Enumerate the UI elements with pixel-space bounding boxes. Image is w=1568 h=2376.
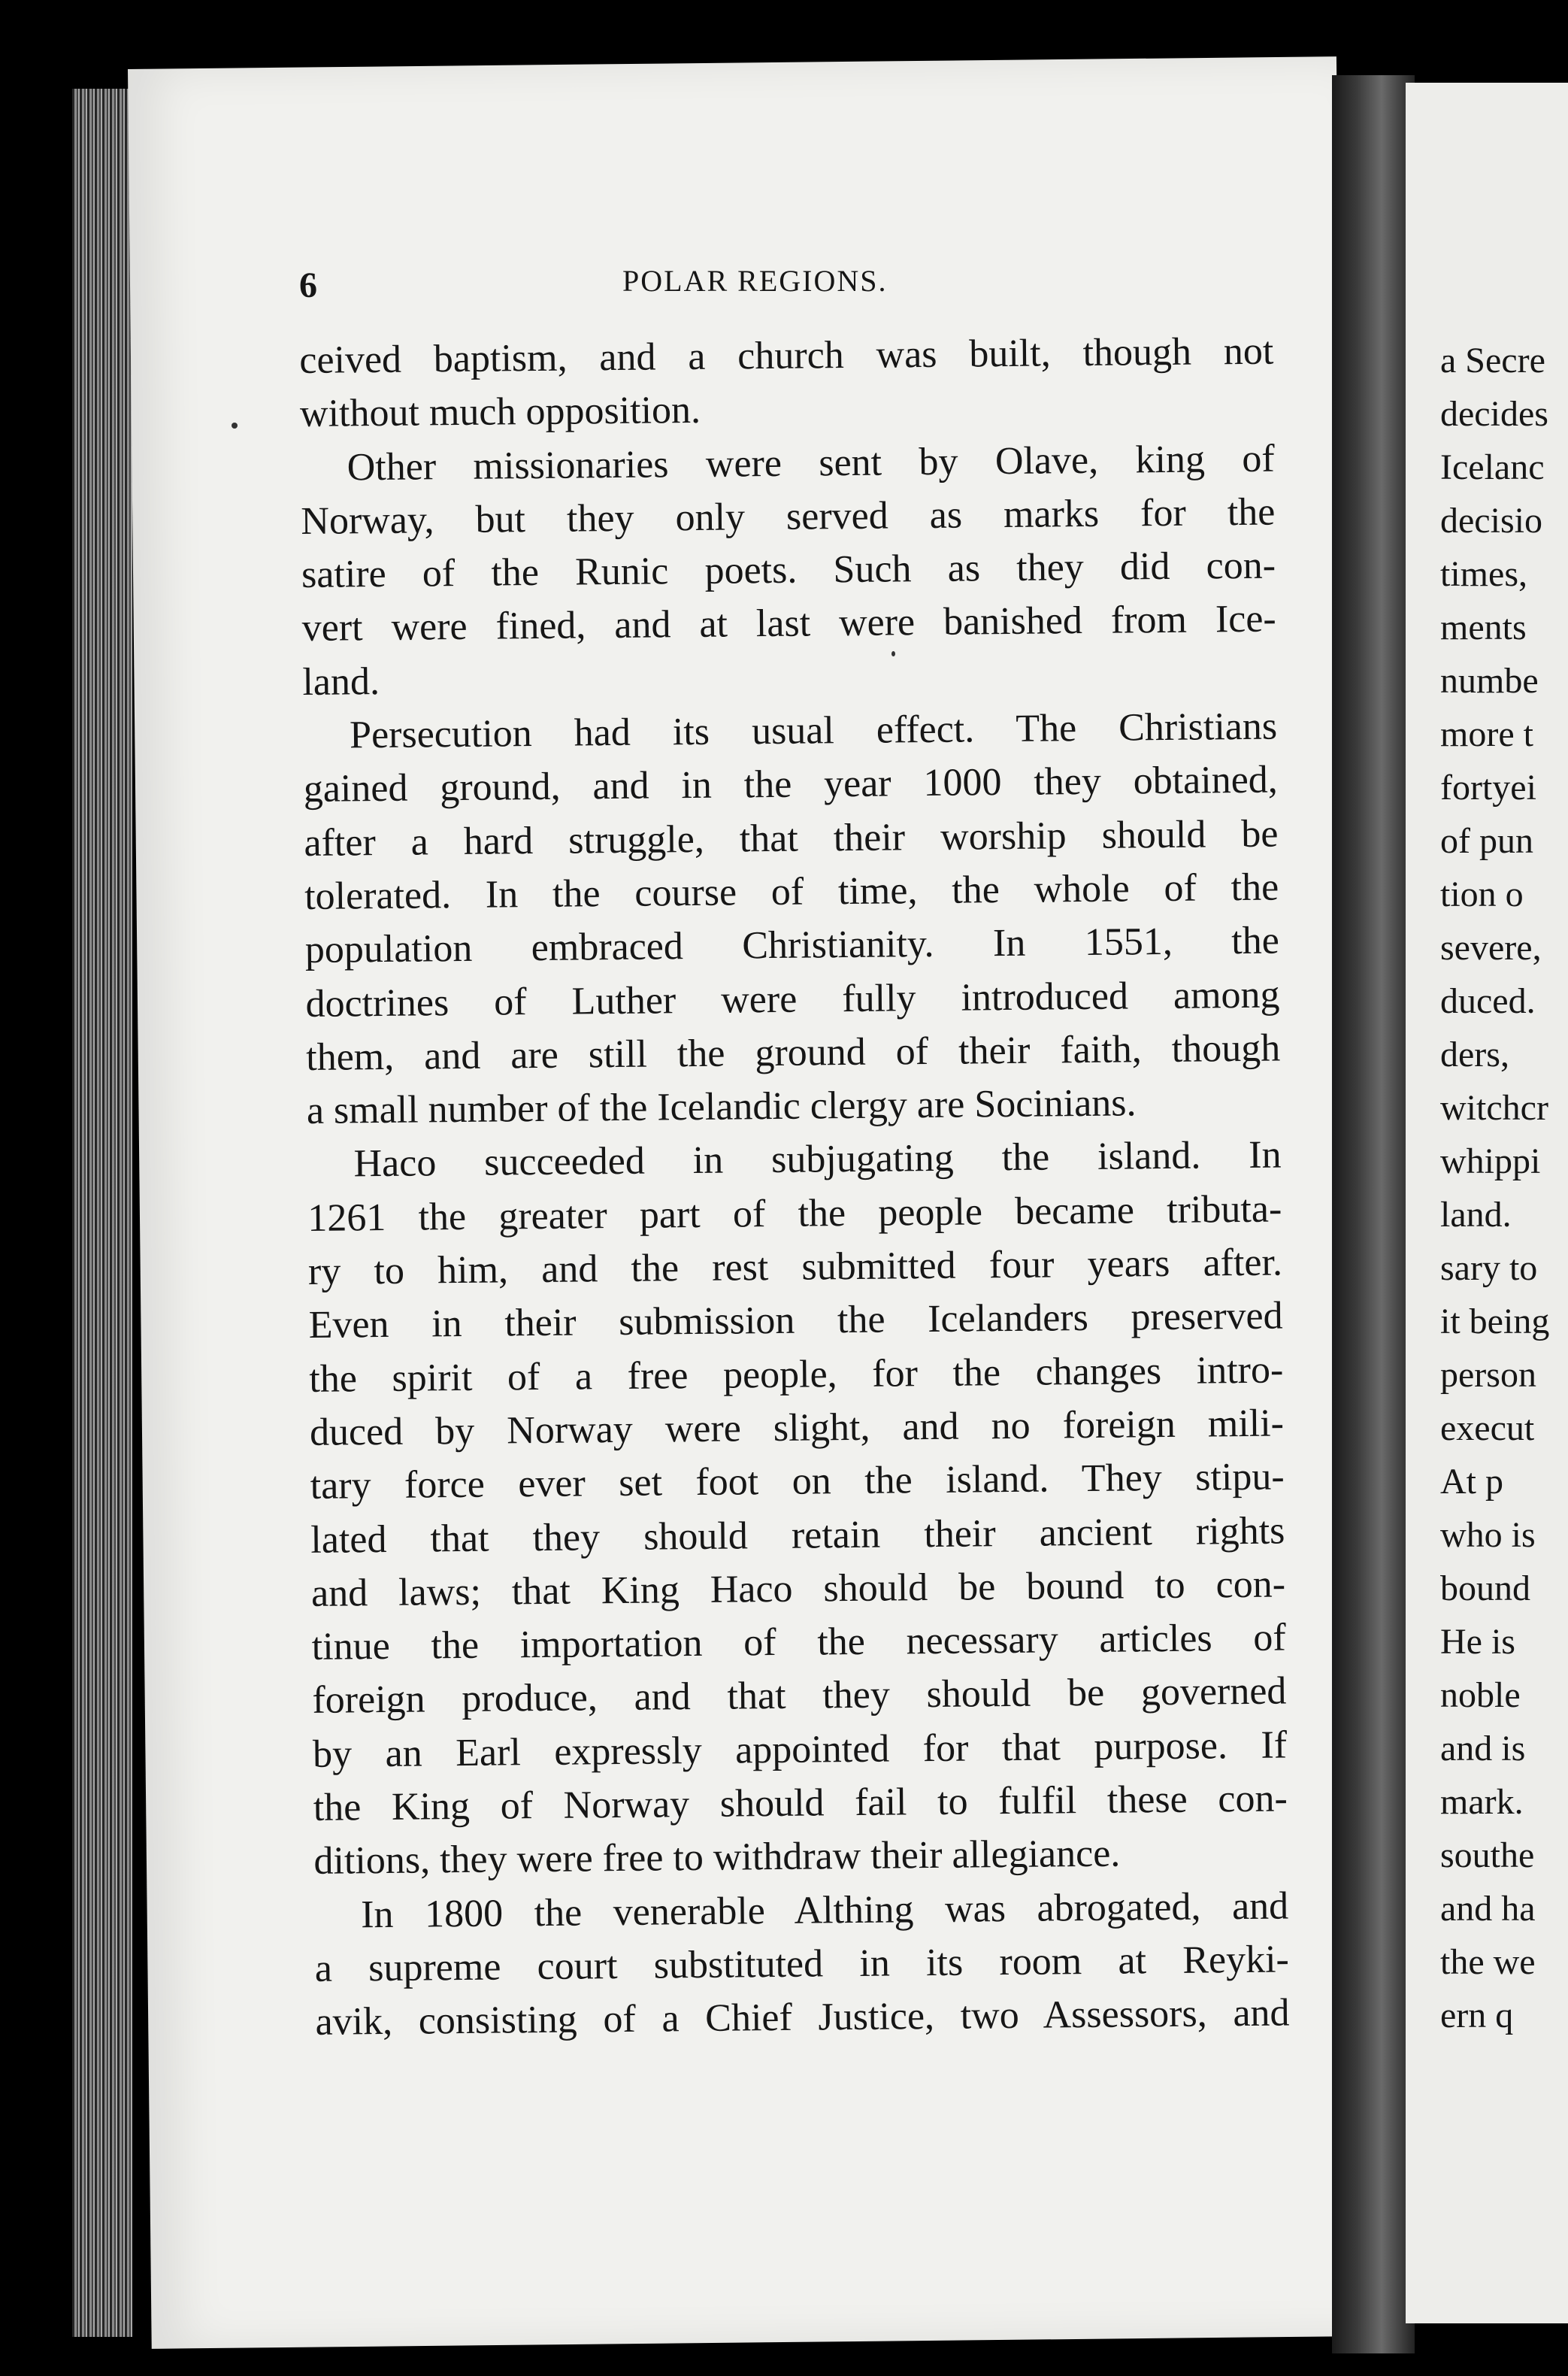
facing-text-line: it being: [1440, 1302, 1550, 1341]
facing-text-line: ments: [1440, 608, 1527, 647]
text-line: the King of Norway should fail to fulfil these con-: [313, 1777, 1288, 1829]
text-line: tary force ever set foot on the island. They stipu-: [310, 1455, 1285, 1508]
text-line: and laws; that King Haco should be bound to con-: [310, 1562, 1286, 1615]
text-line: ry to him, and the rest submitted four years after.: [307, 1241, 1283, 1293]
facing-text-line: the we: [1440, 1942, 1536, 1982]
facing-text-line: numbe: [1440, 661, 1539, 701]
facing-text-line: and is: [1440, 1729, 1526, 1768]
text-line: Norway, but they only served as marks for the: [301, 490, 1276, 543]
facing-text-line: mark.: [1440, 1782, 1524, 1822]
text-line: Persecution had its usual effect. The Christians: [349, 705, 1278, 757]
facing-text-line: duced.: [1440, 981, 1536, 1021]
facing-text-line: whippi: [1440, 1141, 1541, 1181]
facing-text-line: of pun: [1440, 821, 1533, 861]
facing-text-line: execut: [1440, 1408, 1535, 1448]
facing-text-line: and ha: [1440, 1889, 1536, 1929]
text-line: doctrines of Luther were fully introduced among: [305, 973, 1280, 1026]
facing-text-line: sary to: [1440, 1248, 1538, 1288]
facing-text-line: severe,: [1440, 928, 1542, 968]
facing-text-line: land.: [1440, 1195, 1512, 1235]
facing-text-line: person: [1440, 1355, 1536, 1395]
text-line: ditions, they were free to withdraw their allegiance.: [313, 1832, 1121, 1884]
facing-text-line: At p: [1440, 1462, 1503, 1502]
text-line: Other missionaries were sent by Olave, king of: [347, 437, 1275, 489]
facing-text-line: decides: [1440, 394, 1548, 434]
facing-text-line: more t: [1440, 714, 1533, 754]
text-line: Haco succeeded in subjugating the island. In: [353, 1133, 1282, 1186]
text-line: vert were fined, and at last were banished from Ice-: [301, 598, 1276, 650]
text-line: gained ground, and in the year 1000 they obtained,: [303, 758, 1279, 811]
text-line: the spirit of a free people, for the changes intro-: [309, 1348, 1284, 1401]
body-text: [299, 325, 1290, 2050]
facing-text-line: bound: [1440, 1568, 1530, 1608]
text-line: by an Earl expressly appointed for that purpose. If: [312, 1723, 1288, 1776]
page-number: 6: [299, 265, 317, 305]
text-line: them, and are still the ground of their faith, though: [305, 1026, 1281, 1079]
facing-page-text: [1440, 334, 1568, 2042]
text-line: foreign produce, and that they should be governed: [312, 1669, 1287, 1723]
text-line: In 1800 the venerable Althing was abrogated, and: [360, 1884, 1289, 1936]
text-line: avik, consisting of a Chief Justice, two Assessors, and: [315, 1991, 1290, 2044]
facing-text-line: He is: [1440, 1622, 1515, 1662]
text-line: Even in their submission the Icelanders preserved: [308, 1294, 1283, 1347]
text-line: population embraced Christianity. In 1551, the: [304, 919, 1280, 972]
text-line: after a hard struggle, that their worship should be: [304, 812, 1279, 865]
running-title: POLAR REGIONS.: [622, 264, 888, 298]
ink-speck: [232, 423, 238, 429]
facing-text-line: ders,: [1440, 1035, 1509, 1074]
text-line: without much opposition.: [299, 389, 701, 436]
ink-speck: [891, 651, 895, 656]
text-line: a supreme court substituted in its room at Reyki-: [314, 1938, 1290, 1990]
text-line: lated that they should retain their ancient rights: [310, 1509, 1285, 1562]
text-line: satire of the Runic poets. Such as they did con-: [301, 544, 1276, 597]
facing-text-line: decisio: [1440, 501, 1542, 541]
facing-text-line: who is: [1440, 1515, 1536, 1555]
facing-text-line: ern q: [1440, 1996, 1514, 2035]
text-line: tinue the importation of the necessary articles of: [311, 1616, 1286, 1669]
facing-text-line: times,: [1440, 554, 1527, 594]
facing-text-line: noble: [1440, 1675, 1521, 1715]
facing-text-line: fortyei: [1440, 768, 1536, 808]
facing-text-line: tion o: [1440, 874, 1524, 914]
facing-text-line: witchcr: [1440, 1088, 1548, 1128]
page-edges: [72, 89, 132, 2337]
facing-text-line: Icelanc: [1440, 447, 1545, 487]
text-line: tolerated. In the course of time, the whole of the: [304, 865, 1279, 918]
book-gutter: [1332, 75, 1415, 2353]
text-line: ceived baptism, and a church was built, though not: [299, 329, 1274, 382]
text-line: a small number of the Icelandic clergy are Socinians.: [306, 1081, 1137, 1133]
text-line: land.: [302, 659, 380, 704]
facing-text-line: a Secre: [1440, 341, 1545, 380]
text-line: 1261 the greater part of the people became tributa-: [307, 1187, 1282, 1240]
text-line: duced by Norway were slight, and no foreign mili-: [309, 1402, 1285, 1454]
facing-text-line: southe: [1440, 1835, 1535, 1875]
